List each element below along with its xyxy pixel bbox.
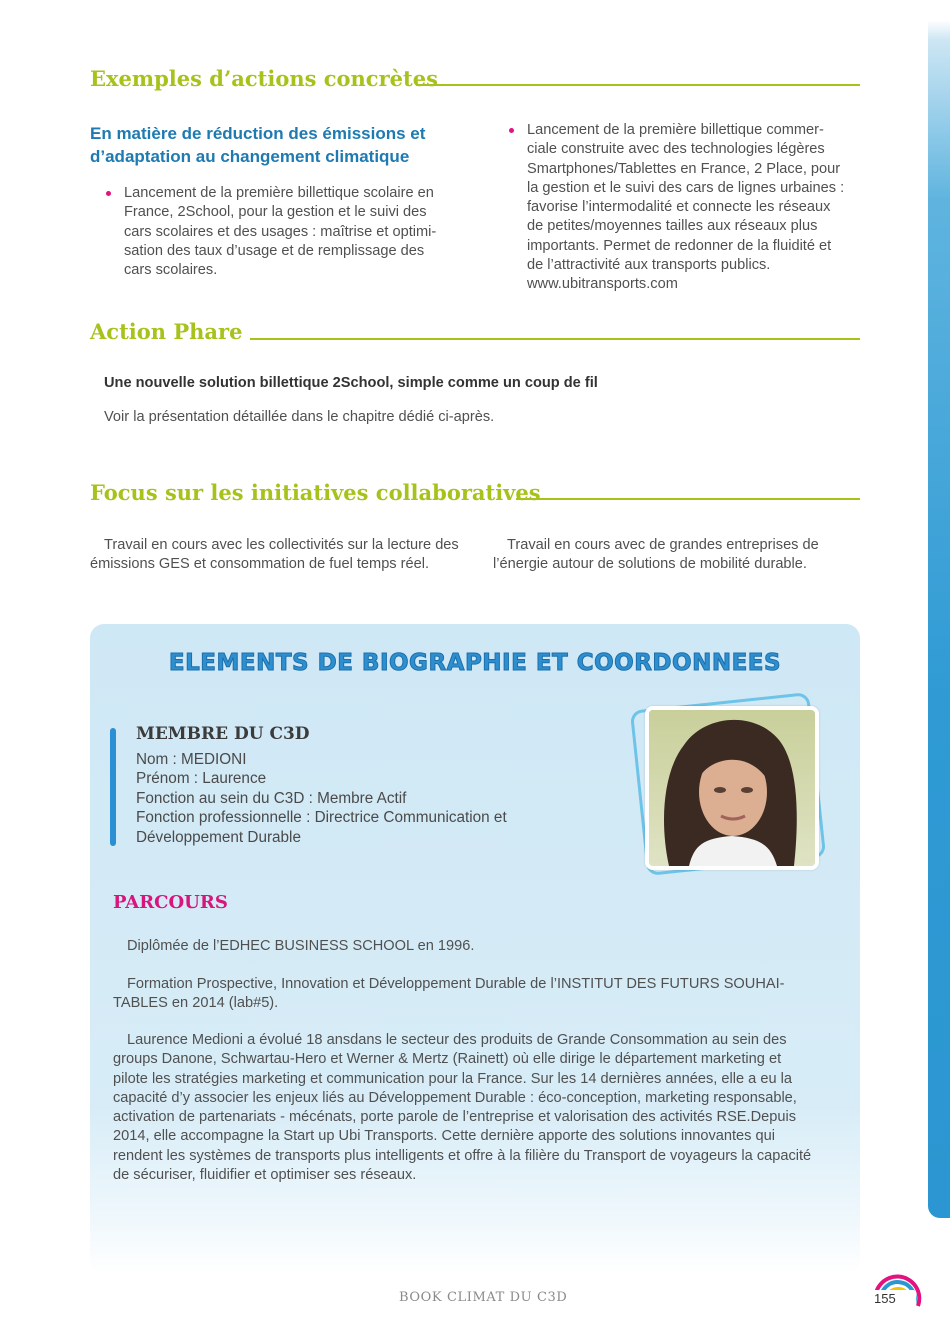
side-color-bar <box>928 0 950 1218</box>
text-line: de sécuriser, fluidifier et optimiser ses réseaux. <box>113 1167 417 1184</box>
bullet-dot <box>509 128 514 133</box>
link-line[interactable]: www.ubitransports.com <box>527 276 678 293</box>
parcours-para-1: Diplômée de l’EDHEC BUSINESS SCHOOL en 1996. <box>127 938 475 954</box>
text-line: Travail en cours avec les collectivités sur la lecture des <box>104 537 459 553</box>
text-line: Formation Prospective, Innovation et Développement Durable de l’INSTITUT DES FUTURS SOUHAI- <box>127 976 785 992</box>
right-bullet-text <box>527 121 863 295</box>
text-line: Smartphones/Tablettes en France, 2 Place, pour <box>527 160 841 177</box>
focus-left-text <box>90 536 460 575</box>
member-details <box>136 750 556 847</box>
heading-rule <box>250 338 860 340</box>
text-line: la gestion et le suivi des cars de lignes urbaines : <box>527 179 845 196</box>
action-bold-line: Une nouvelle solution billettique 2School, simple comme un coup de fil <box>104 375 598 391</box>
examples-subheading <box>90 122 470 168</box>
member-photo <box>645 706 819 870</box>
member-name: Nom : MEDIONI <box>136 751 247 768</box>
subheading-line: d’adaptation au changement climatique <box>90 147 410 166</box>
text-line: sation des taux d’usage et de remplissage des <box>124 242 425 259</box>
focus-right-text <box>493 536 863 575</box>
parcours-para-2 <box>113 975 843 1014</box>
member-job-cont: Développement Durable <box>136 828 301 846</box>
bullet-dot <box>106 191 111 196</box>
text-line: favorise l’intermodalité et connecte les réseaux <box>527 199 831 216</box>
portrait-image <box>649 710 815 866</box>
footer-book-title: BOOK CLIMAT DU C3D <box>399 1290 568 1305</box>
text-line: de l’attractivité aux transports publics. <box>527 257 771 274</box>
text-line: émissions GES et consommation de fuel temps réel. <box>90 556 430 573</box>
text-line: ciale construite avec des technologies légères <box>527 141 825 158</box>
text-line: l’énergie autour de solutions de mobilité durable. <box>493 556 807 573</box>
member-c3d-role: Fonction au sein du C3D : Membre Actif <box>136 789 407 807</box>
heading-rule <box>416 84 860 86</box>
text-line: 2014, elle accompagne la Start up Ubi Transports. Cette dernière apporte des solutions innovantes qui <box>113 1128 775 1145</box>
text-line: cars scolaires et des usages : maîtrise et optimi- <box>124 223 437 240</box>
text-line: groups Danone, Schwartau-Hero et Werner & Mertz (Rainett) où elle dirige le département marketing et <box>113 1051 782 1068</box>
parcours-title: PARCOURS <box>113 892 228 913</box>
section-heading-examples: Exemples d’actions concrètes <box>90 66 438 91</box>
left-bullet-text <box>124 184 464 280</box>
text-line: Laurence Medioni a évolué 18 ansdans le secteur des produits de Grande Consommation au sein des <box>127 1032 787 1048</box>
member-firstname: Prénom : Laurence <box>136 770 267 788</box>
text-line: Travail en cours avec de grandes entreprises de <box>507 537 819 553</box>
member-title: MEMBRE DU C3D <box>136 724 310 744</box>
text-line: de petites/moyennes tailles aux réseaux plus <box>527 218 818 235</box>
subheading-line: En matière de réduction des émissions et <box>90 124 426 143</box>
section-heading-action-phare: Action Phare <box>90 319 243 344</box>
section-heading-focus: Focus sur les initiatives collaboratives <box>90 480 541 505</box>
page-number: 155 <box>874 1291 896 1306</box>
text-line: Lancement de la première billettique scolaire en <box>124 185 434 201</box>
text-line: pilote les stratégies marketing et communication pour la France. Sur les 14 dernières années, elle a eu la <box>113 1070 792 1087</box>
member-job: Fonction professionnelle : Directrice Communication et <box>136 809 507 827</box>
action-text-line: Voir la présentation détaillée dans le chapitre dédié ci-après. <box>104 409 495 425</box>
text-line: capacité d’y associer les enjeux liés au Développement Durable : éco-conception, marketing responsable, <box>113 1089 797 1106</box>
text-line: activation de partenariats - mécénats, porte parole de l’entreprise et valorisation des activités RSE.Depuis <box>113 1109 797 1126</box>
text-line: TABLES en 2014 (lab#5). <box>113 995 279 1012</box>
member-accent-bar <box>110 728 116 846</box>
text-line: France, 2School, pour la gestion et le suivi des <box>124 204 427 221</box>
text-line: cars scolaires. <box>124 262 218 279</box>
text-line: importants. Permet de redonner de la fluidité et <box>527 237 832 254</box>
biography-title: ELEMENTS DE BIOGRAPHIE ET COORDONNEES <box>168 650 782 676</box>
text-line: Lancement de la première billettique commer- <box>527 122 824 138</box>
parcours-para-3 <box>113 1031 843 1185</box>
heading-rule <box>516 498 860 500</box>
text-line: rendent les systèmes de transports plus intelligents et offre à la filière du Transport de voyageurs la capacité <box>113 1147 812 1164</box>
